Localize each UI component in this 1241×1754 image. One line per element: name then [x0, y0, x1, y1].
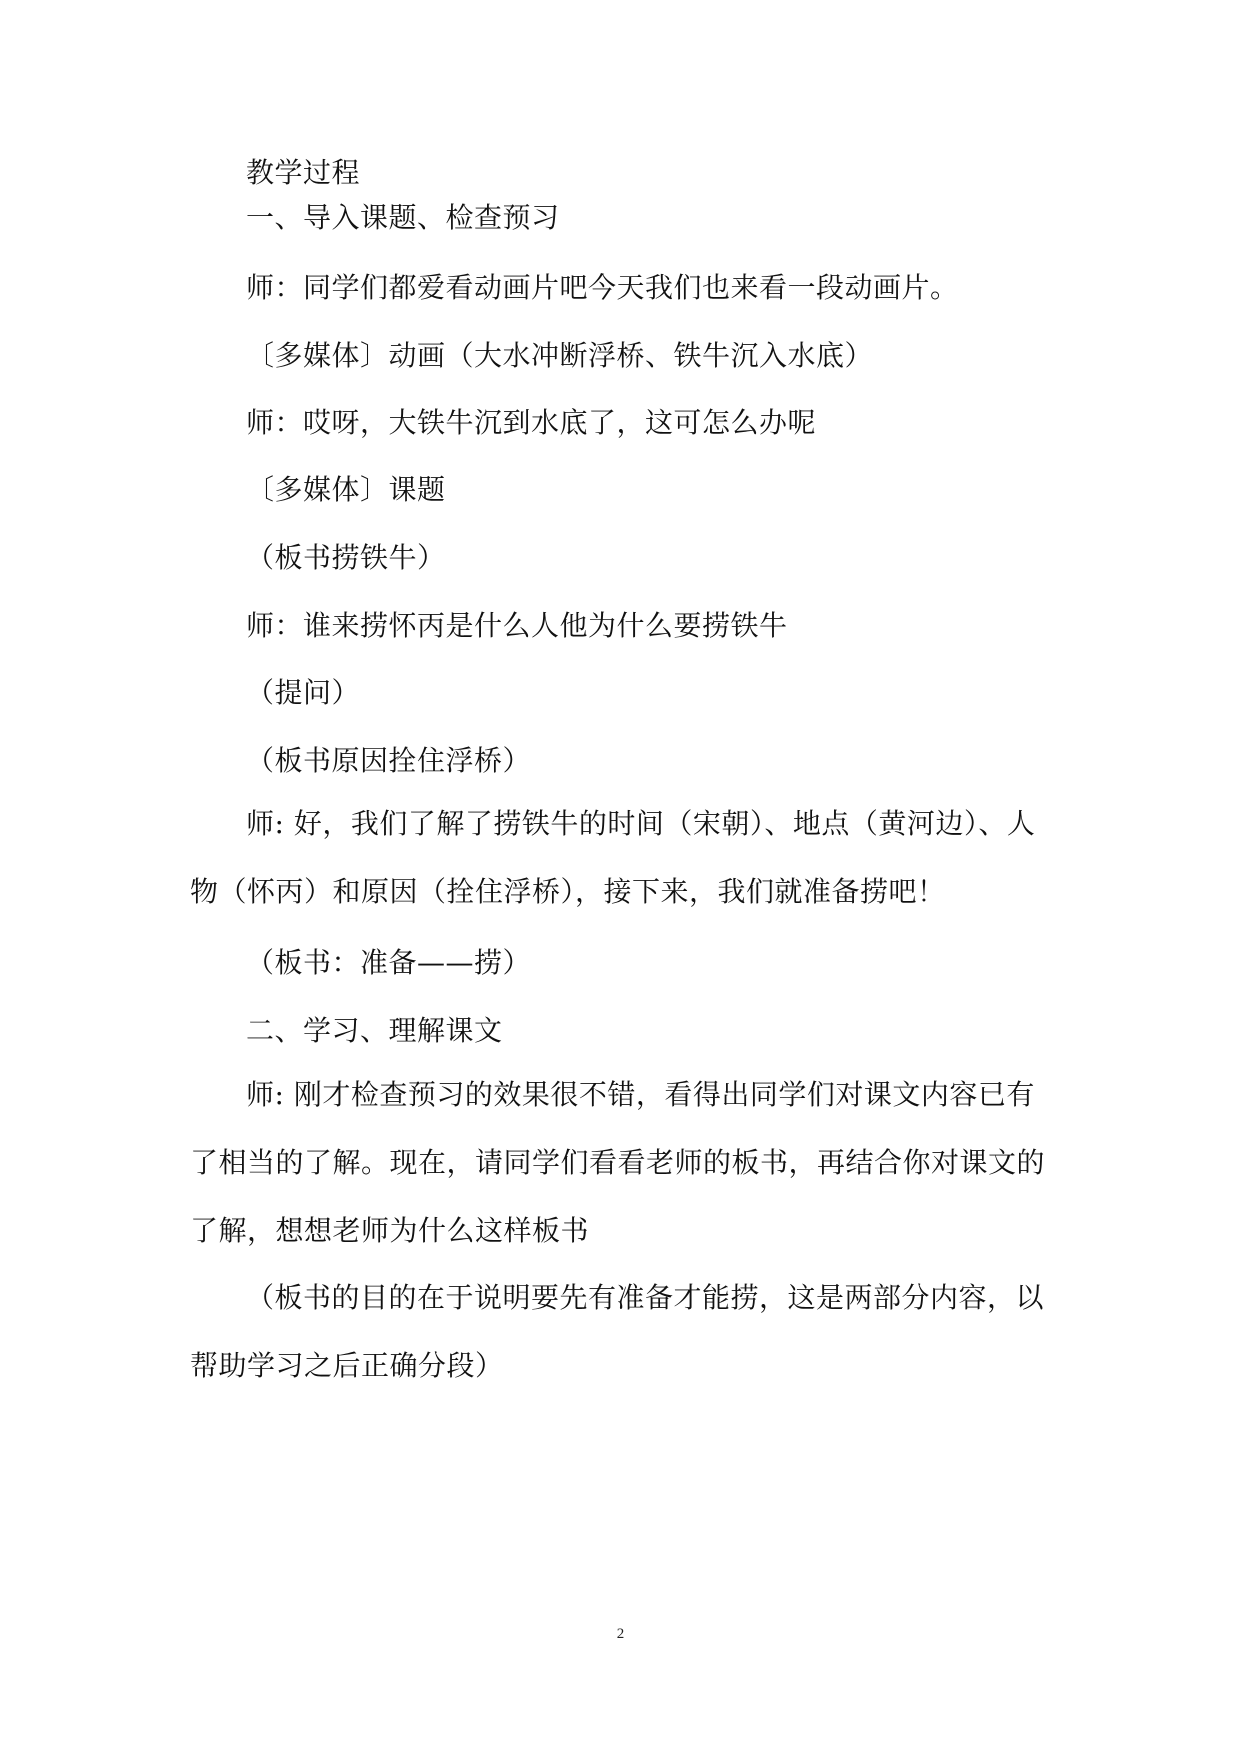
paragraph: 〔多媒体〕课题	[246, 473, 446, 506]
paragraph: （提问）	[246, 676, 361, 709]
paragraph: （板书的目的在于说明要先有准备才能捞，这是两部分内容，以帮助学习之后正确分段）	[190, 1281, 1045, 1382]
page-number: 2	[616, 1626, 625, 1642]
section-heading-1: 一、导入课题、检查预习	[246, 201, 560, 234]
paragraph: 师：哎呀，大铁牛沉到水底了，这可怎么办呢	[246, 406, 817, 439]
paragraph: 师：同学们都爱看动画片吧今天我们也来看一段动画片。	[246, 271, 959, 304]
heading-teaching-process: 教学过程	[246, 156, 361, 189]
section-heading-2: 二、学习、理解课文	[246, 1014, 503, 1047]
paragraph: 师：谁来捞怀丙是什么人他为什么要捞铁牛	[246, 609, 788, 642]
paragraph: 〔多媒体〕动画（大水冲断浮桥、铁牛沉入水底）	[246, 339, 874, 372]
paragraph: 师: 好，我们了解了捞铁牛的时间（宋朝）、地点（黄河边）、人物（怀丙）和原因（拴住浮桥），接下来，我们就准备捞吧！	[190, 807, 1036, 908]
paragraph: 师: 刚才检查预习的效果很不错，看得出同学们对课文内容已有了相当的了解。现在，请同学们看看老师的板书，再结合你对课文的了解，想想老师为什么这样板书	[190, 1078, 1046, 1247]
paragraph: （板书捞铁牛）	[246, 541, 446, 574]
paragraph: （板书：准备——捞）	[246, 946, 532, 979]
paragraph: （板书原因拴住浮桥）	[246, 744, 532, 777]
